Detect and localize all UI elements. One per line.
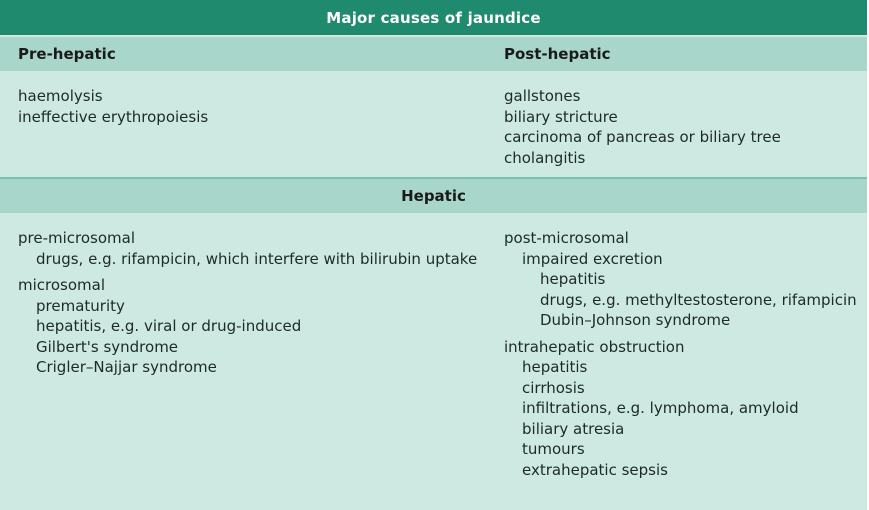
hepatic-right-list	[504, 228, 857, 480]
list-item: cholangitis	[504, 148, 586, 167]
list-item: prematurity	[36, 296, 125, 315]
list-item: biliary atresia	[522, 419, 625, 438]
list-item: tumours	[522, 440, 585, 458]
list-item: carcinoma of pancreas or biliary tree	[504, 128, 781, 146]
impaired-excretion-label: impaired excretion	[522, 249, 663, 268]
list-item: biliary stricture	[504, 107, 618, 126]
post-hepatic-list	[504, 86, 781, 168]
microsomal-label: microsomal	[18, 276, 106, 294]
list-item: Dubin–Johnson syndrome	[540, 311, 731, 329]
hepatic-heading: Hepatic	[401, 187, 466, 205]
list-item: haemolysis	[18, 87, 103, 105]
list-item: extrahepatic sepsis	[522, 460, 668, 479]
pre-microsomal-label: pre-microsomal	[18, 229, 136, 247]
pre-hepatic-list	[18, 86, 208, 127]
list-item: cirrhosis	[522, 378, 585, 397]
list-item: drugs, e.g. rifampicin, which interfere with bilirubin uptake	[36, 249, 478, 268]
list-item: gallstones	[504, 87, 581, 105]
intrahepatic-obstruction-label: intrahepatic obstruction	[504, 337, 685, 356]
list-item: drugs, e.g. methyltestosterone, rifampicin	[540, 290, 857, 309]
list-item: infiltrations, e.g. lymphoma, amyloid	[522, 399, 799, 417]
pre-hepatic-heading: Pre-hepatic	[18, 45, 116, 63]
list-item: hepatitis	[540, 270, 606, 288]
post-microsomal-label: post-microsomal	[504, 229, 629, 247]
hepatic-left-list	[18, 228, 477, 378]
table-title: Major causes of jaundice	[0, 0, 867, 35]
list-item: Crigler–Najjar syndrome	[36, 358, 217, 376]
list-item: hepatitis, e.g. viral or drug-induced	[36, 317, 302, 335]
top-heading-band	[0, 37, 867, 71]
list-item: hepatitis	[522, 358, 588, 376]
post-hepatic-heading: Post-hepatic	[504, 45, 611, 63]
list-item: ineffective erythropoiesis	[18, 107, 209, 126]
list-item: Gilbert's syndrome	[36, 337, 179, 356]
hepatic-heading-band	[0, 179, 867, 213]
